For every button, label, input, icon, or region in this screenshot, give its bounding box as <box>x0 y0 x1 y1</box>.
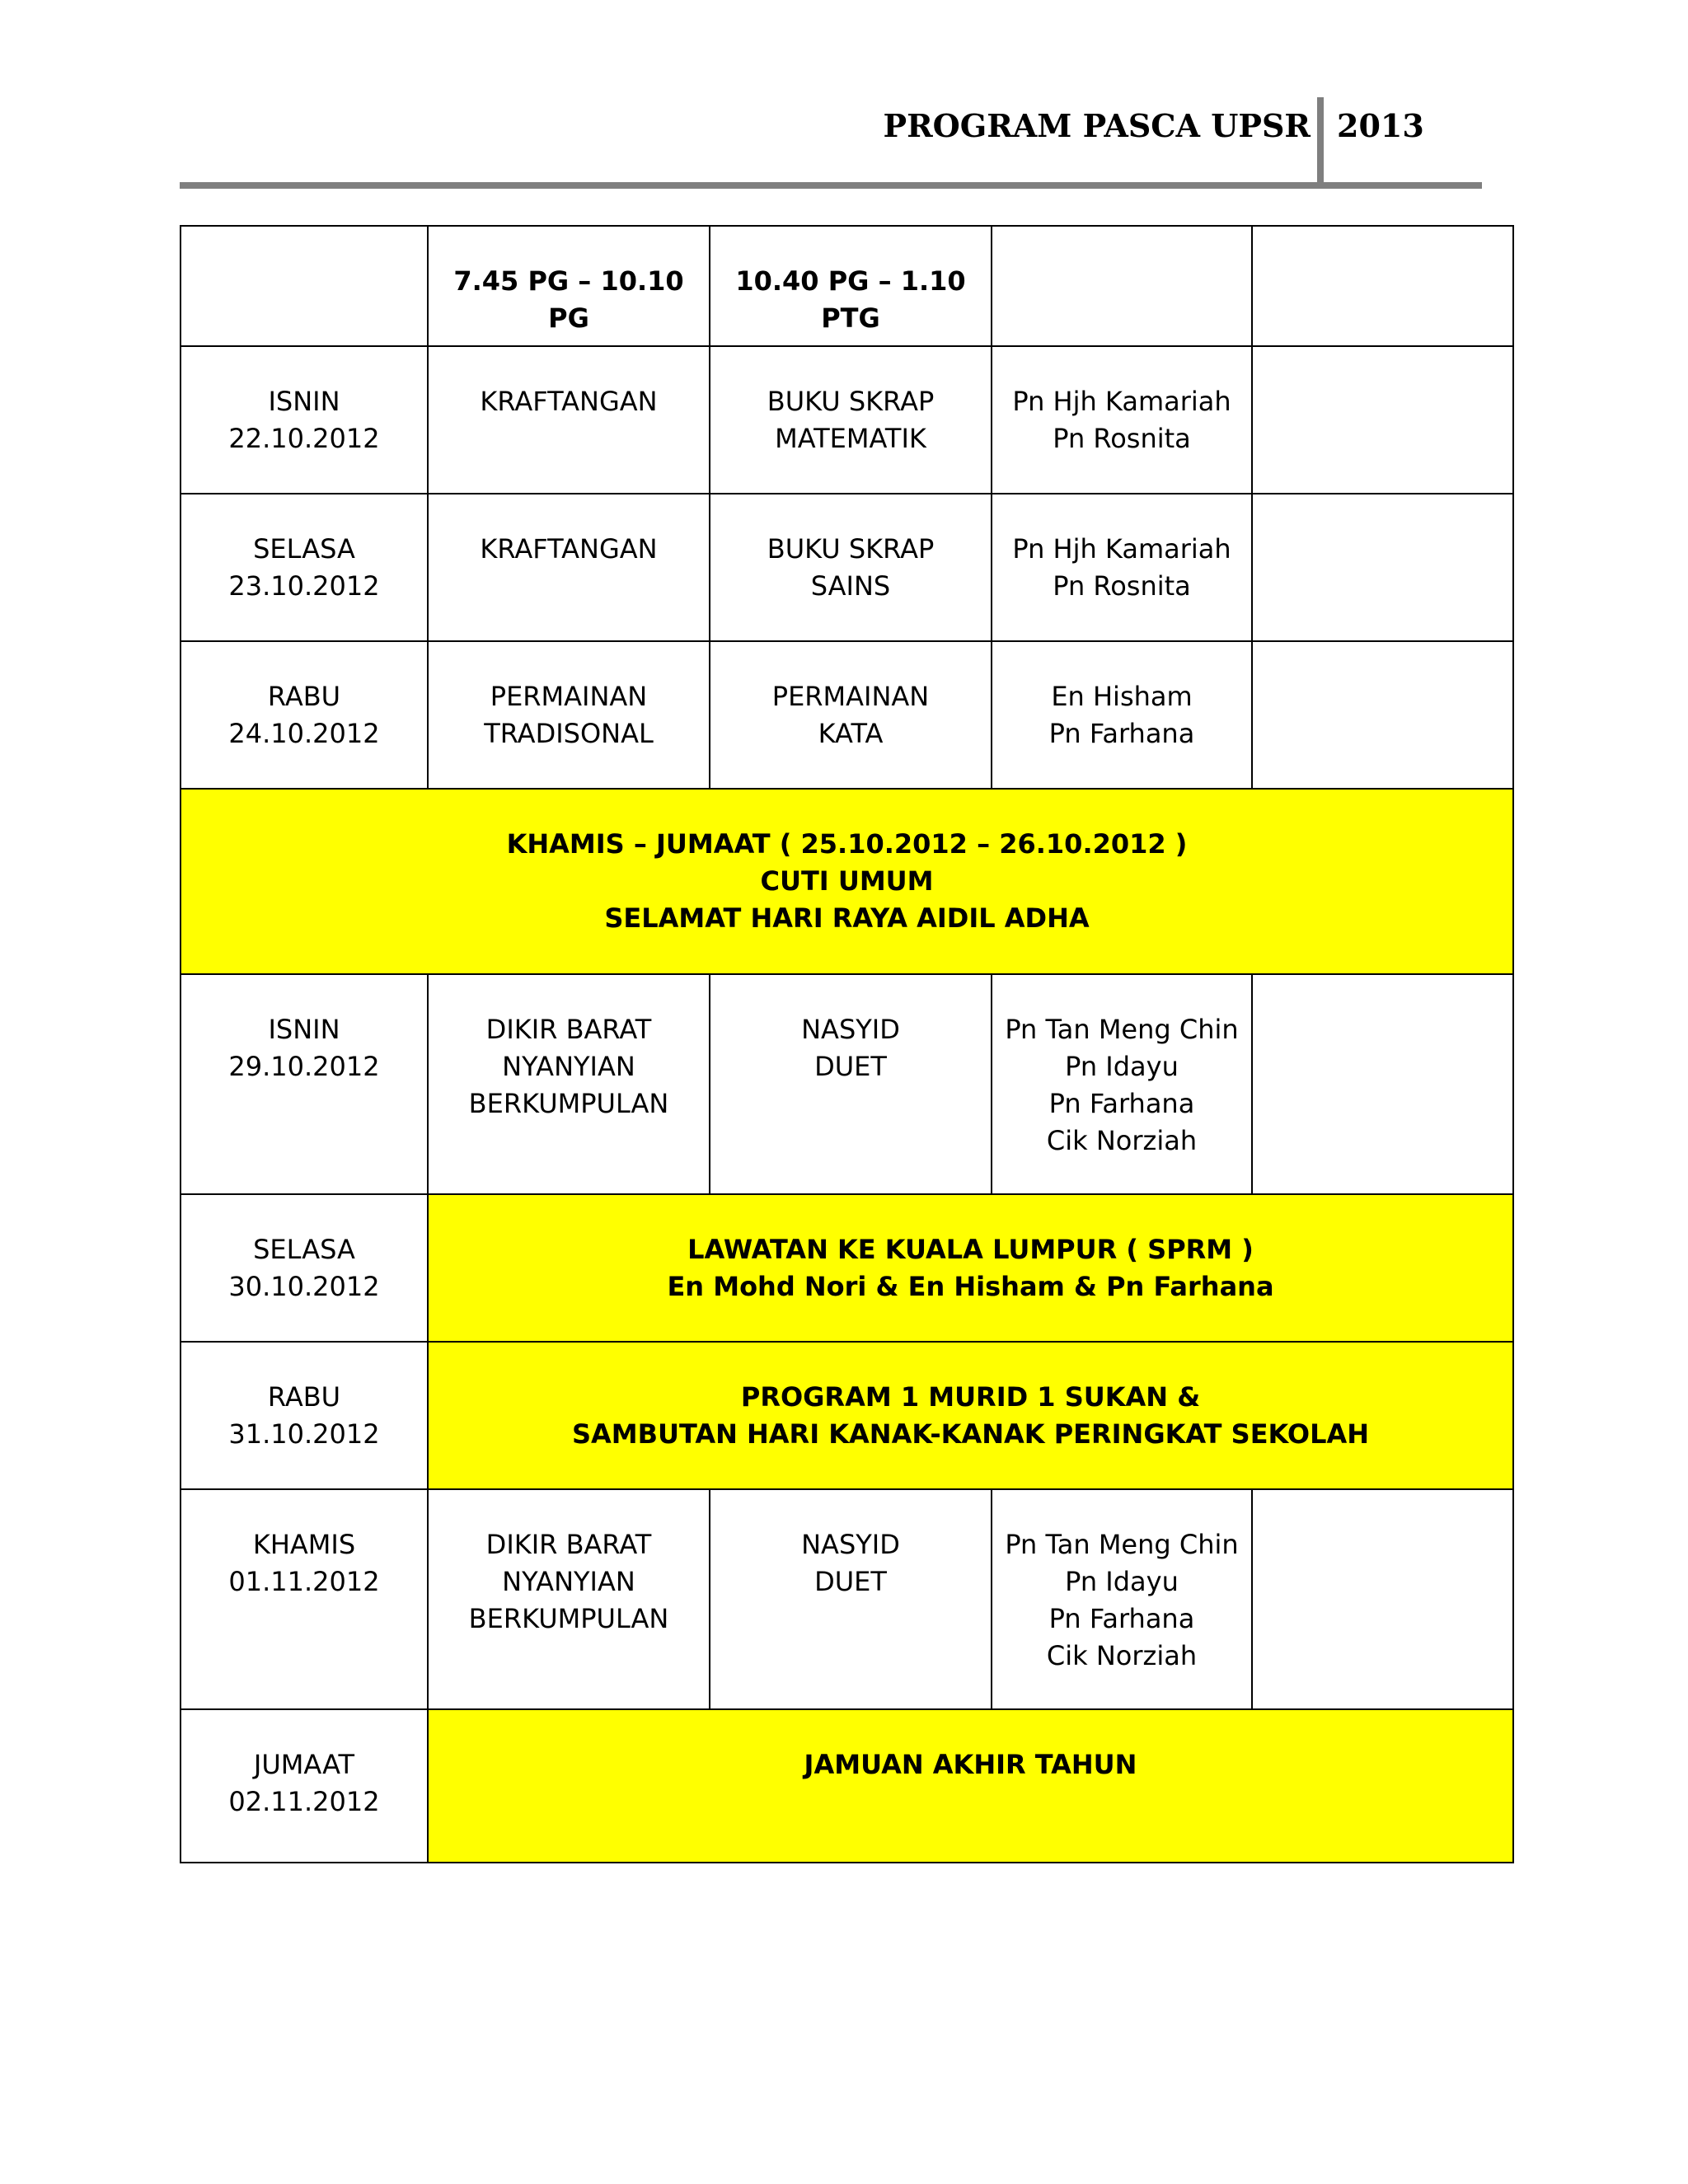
holiday-banner-row <box>181 789 1513 974</box>
day-label: SELASA <box>253 533 355 565</box>
activity-text: NASYID <box>801 1529 900 1560</box>
day-label: RABU <box>267 1381 341 1413</box>
day-cell <box>181 1194 428 1342</box>
teacher-name: Pn Rosnita <box>1053 423 1191 454</box>
activity-text: NASYID <box>801 1014 900 1045</box>
date-label: 02.11.2012 <box>228 1786 380 1817</box>
activity-text: NYANYIAN <box>502 1566 635 1597</box>
activity-text: DIKIR BARAT <box>485 1014 652 1045</box>
table-row <box>181 1342 1513 1489</box>
activity-text: NYANYIAN <box>502 1051 635 1082</box>
teacher-name: Pn Farhana <box>1048 718 1195 749</box>
activity-text: MATEMATIK <box>775 423 926 454</box>
session2-cell <box>710 346 992 494</box>
activity-text: SAINS <box>810 570 891 602</box>
holiday-banner <box>181 789 1513 974</box>
event-line: SAMBUTAN HARI KANAK-KANAK PERINGKAT SEKOLAH <box>571 1418 1370 1450</box>
activity-text: BUKU SKRAP <box>767 533 935 565</box>
day-cell <box>181 641 428 789</box>
teacher-name: Pn Tan Meng Chin <box>1005 1014 1239 1045</box>
page-header-title: PROGRAM PASCA UPSR <box>883 107 1311 144</box>
teacher-name: Pn Farhana <box>1048 1088 1195 1119</box>
session1-cell <box>428 1489 710 1709</box>
table-row <box>181 1489 1513 1709</box>
header-rule <box>180 182 1482 189</box>
day-label: ISNIN <box>268 1014 340 1045</box>
day-cell <box>181 494 428 641</box>
activity-text: BERKUMPULAN <box>468 1603 669 1634</box>
session2-cell <box>710 974 992 1194</box>
header-cell-day <box>181 226 428 346</box>
day-cell <box>181 1489 428 1709</box>
session2-cell <box>710 1489 992 1709</box>
header-cell-teachers <box>992 226 1252 346</box>
day-label: JUMAAT <box>253 1749 355 1780</box>
schedule-table <box>180 225 1514 1863</box>
event-cell <box>428 1342 1513 1489</box>
activity-text: DIKIR BARAT <box>485 1529 652 1560</box>
activity-text: BERKUMPULAN <box>468 1088 669 1119</box>
day-cell <box>181 346 428 494</box>
day-label: SELASA <box>253 1234 355 1265</box>
event-line: LAWATAN KE KUALA LUMPUR ( SPRM ) <box>687 1234 1254 1265</box>
teachers-cell <box>992 641 1252 789</box>
activity-text: DUET <box>814 1566 887 1597</box>
date-label: 22.10.2012 <box>228 423 380 454</box>
banner-line: CUTI UMUM <box>760 865 934 897</box>
event-cell <box>428 1194 1513 1342</box>
date-label: 31.10.2012 <box>228 1418 380 1450</box>
day-label: KHAMIS <box>252 1529 356 1560</box>
banner-line: SELAMAT HARI RAYA AIDIL ADHA <box>604 902 1090 934</box>
date-label: 01.11.2012 <box>228 1566 380 1597</box>
teacher-name: Cik Norziah <box>1046 1640 1198 1671</box>
teachers-cell <box>992 494 1252 641</box>
activity-text: KRAFTANGAN <box>480 386 658 417</box>
event-line: JAMUAN AKHIR TAHUN <box>804 1749 1137 1780</box>
session1-cell <box>428 346 710 494</box>
table-row <box>181 346 1513 494</box>
day-cell <box>181 974 428 1194</box>
teacher-name: Cik Norziah <box>1046 1125 1198 1156</box>
notes-cell <box>1252 641 1513 789</box>
day-label: RABU <box>267 681 341 712</box>
table-header-row <box>181 226 1513 346</box>
teacher-name: Pn Hjh Kamariah <box>1012 386 1231 417</box>
header-cell-notes <box>1252 226 1513 346</box>
teachers-cell <box>992 1489 1252 1709</box>
activity-text: KRAFTANGAN <box>480 533 658 565</box>
table-row <box>181 641 1513 789</box>
table-row <box>181 1194 1513 1342</box>
teachers-cell <box>992 346 1252 494</box>
day-label: ISNIN <box>268 386 340 417</box>
teacher-name: Pn Farhana <box>1048 1603 1195 1634</box>
activity-text: TRADISONAL <box>484 718 654 749</box>
teacher-name: Pn Rosnita <box>1053 570 1191 602</box>
day-cell <box>181 1342 428 1489</box>
notes-cell <box>1252 974 1513 1194</box>
teacher-name: Pn Idayu <box>1065 1566 1179 1597</box>
header-cell-session1: 7.45 PG – 10.10 PG <box>428 226 710 346</box>
header-divider-vertical <box>1317 97 1324 185</box>
notes-cell <box>1252 494 1513 641</box>
page-header-year: 2013 <box>1337 107 1424 144</box>
session1-cell <box>428 641 710 789</box>
table-row <box>181 494 1513 641</box>
teacher-name: Pn Idayu <box>1065 1051 1179 1082</box>
teacher-name: Pn Hjh Kamariah <box>1012 533 1231 565</box>
date-label: 24.10.2012 <box>228 718 380 749</box>
header-cell-session2: 10.40 PG – 1.10 PTG <box>710 226 992 346</box>
activity-text: DUET <box>814 1051 887 1082</box>
activity-text: BUKU SKRAP <box>767 386 935 417</box>
day-cell <box>181 1709 428 1863</box>
activity-text: PERMAINAN <box>771 681 930 712</box>
session2-cell <box>710 494 992 641</box>
date-label: 29.10.2012 <box>228 1051 380 1082</box>
date-label: 30.10.2012 <box>228 1271 380 1302</box>
notes-cell <box>1252 1489 1513 1709</box>
activity-text: PERMAINAN <box>490 681 648 712</box>
notes-cell <box>1252 346 1513 494</box>
event-line: PROGRAM 1 MURID 1 SUKAN & <box>740 1381 1201 1413</box>
table-row <box>181 1709 1513 1863</box>
table-row <box>181 974 1513 1194</box>
teacher-name: En Hisham <box>1051 681 1193 712</box>
teacher-name: Pn Tan Meng Chin <box>1005 1529 1239 1560</box>
teachers-cell <box>992 974 1252 1194</box>
session1-cell <box>428 974 710 1194</box>
event-line: En Mohd Nori & En Hisham & Pn Farhana <box>667 1271 1274 1302</box>
session1-cell <box>428 494 710 641</box>
activity-text: KATA <box>818 718 884 749</box>
banner-line: KHAMIS – JUMAAT ( 25.10.2012 – 26.10.2012 ) <box>506 828 1188 860</box>
event-cell <box>428 1709 1513 1863</box>
date-label: 23.10.2012 <box>228 570 380 602</box>
session2-cell <box>710 641 992 789</box>
